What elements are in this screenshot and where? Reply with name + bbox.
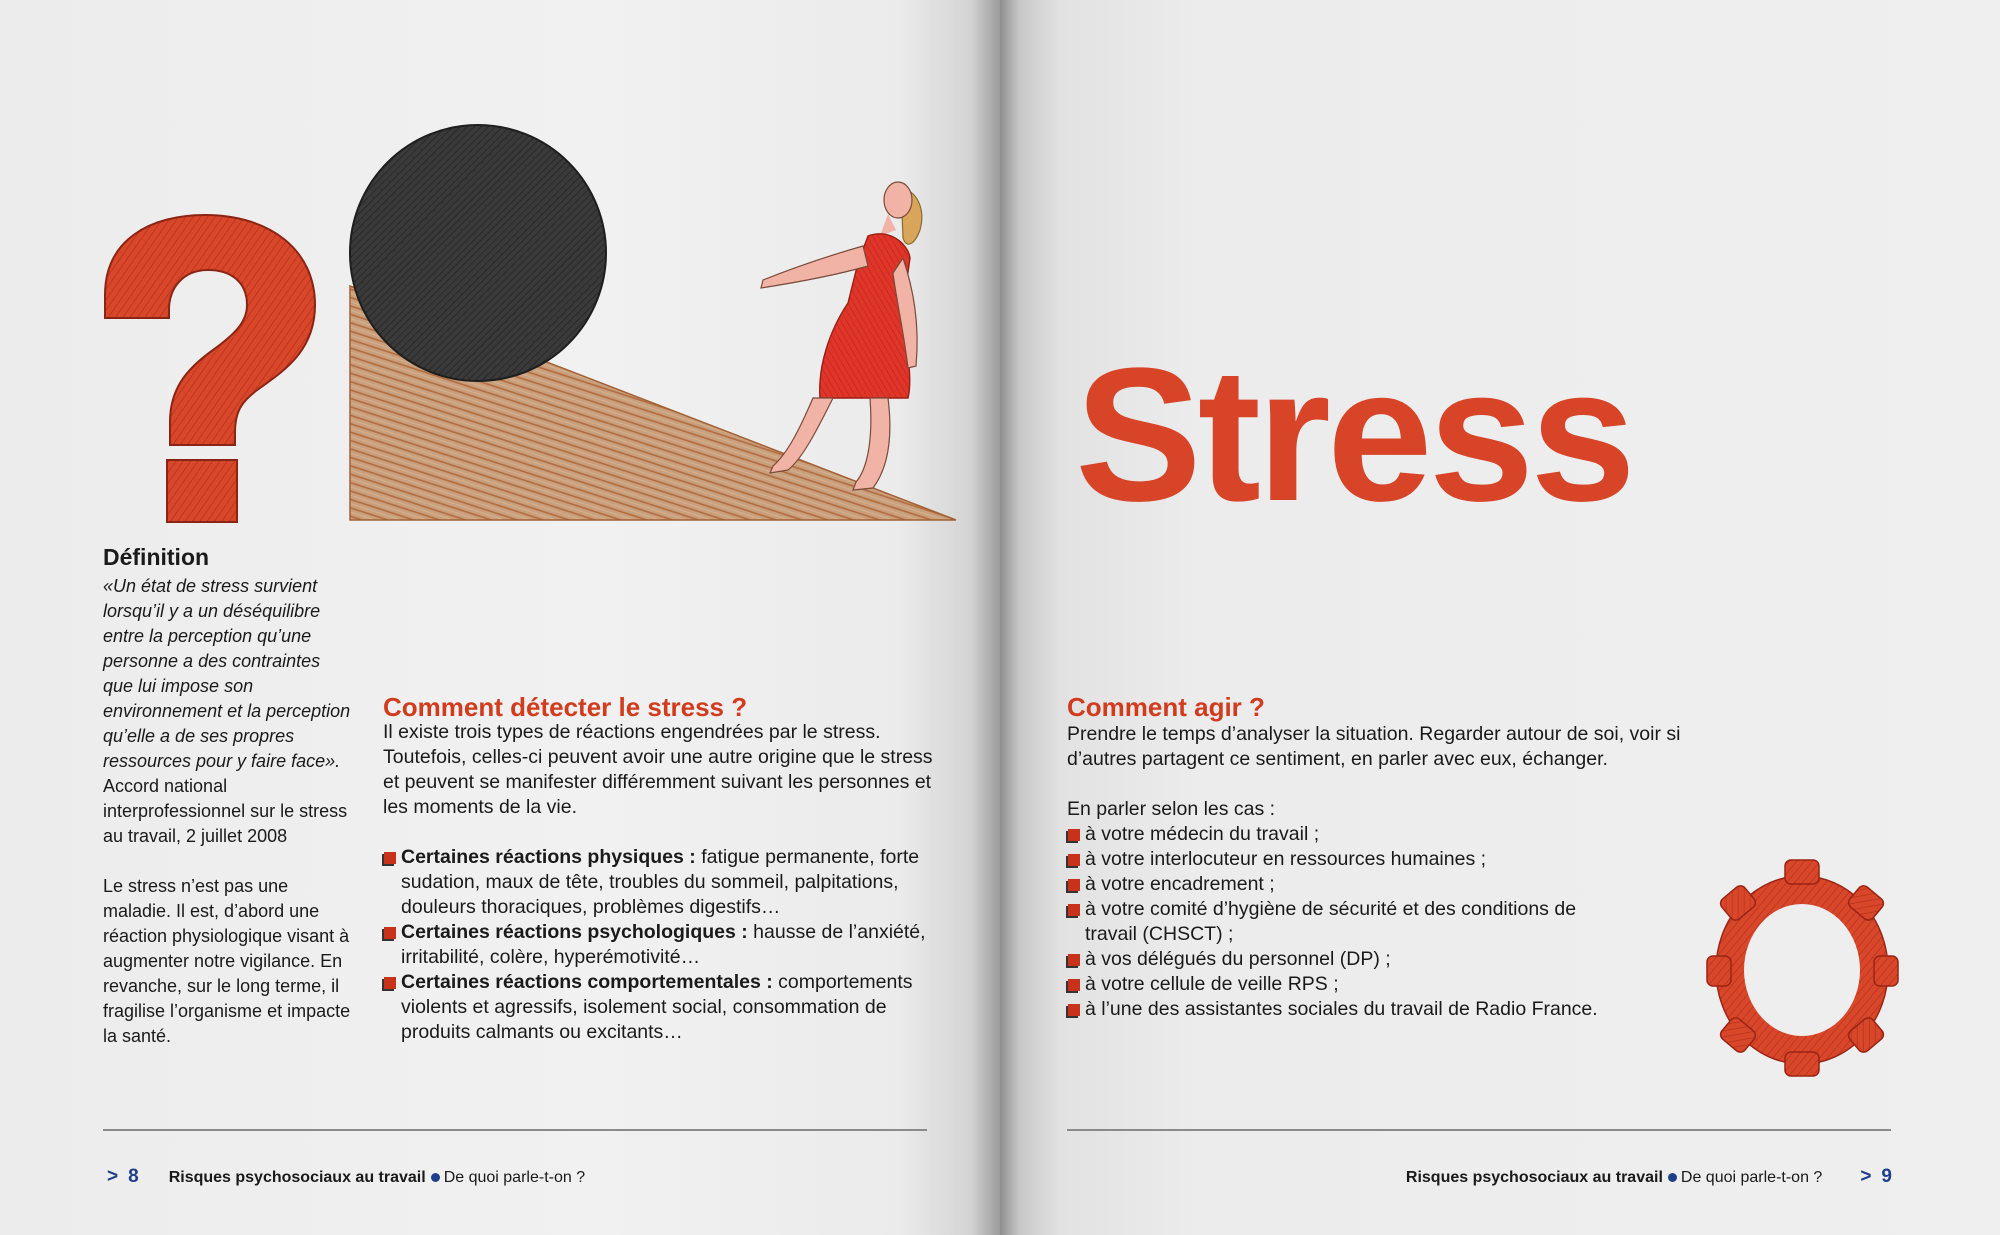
bullet-square-icon [1068,904,1080,916]
list-item-text: hausse de l’anxiété, irritabilité, colère, hyperémotivité… [401,921,926,968]
list-item [1067,972,1727,997]
page-number: 8 [128,1166,139,1187]
list-item-text: à votre encadrement ; [1085,873,1275,895]
headline-stress: Stress [1075,329,1632,541]
definition-quote-paragraph [103,574,353,849]
bullet-square-icon [1068,1004,1080,1016]
footer-divider [1067,1129,1891,1131]
page-arrow-icon: > [107,1166,119,1187]
list-item [1067,897,1587,947]
question-mark-icon [95,210,325,525]
list-item-text: à votre interlocuteur en ressources humaines ; [1085,848,1487,870]
definition-title: Définition [103,544,210,570]
detect-section [383,692,943,1045]
list-item [1067,997,1727,1022]
list-item [1067,872,1727,897]
definition-source: Accord national interprofessionnel sur le stress au travail, 2 juillet 2008 [103,776,348,846]
bullet-square-icon [1068,854,1080,866]
definition-paragraph: Le stress n’est pas une maladie. Il est, d’abord une réaction physiologique visant à augmenter notre vigilance. En revanche, sur le long terme, il fragilise l’organisme et impacte la santé. [103,876,351,1046]
agir-list [1067,822,1727,1022]
footer-title: Risques psychosociaux au travail [168,1169,426,1186]
detect-intro: Il existe trois types de réactions engendrées par le stress. Toutefois, celles-ci peuvent avoir une autre origine que le stress et peuvent se manifester différemment suivant les personnes et les moments de la vie. [383,721,933,818]
bullet-square-icon [384,977,396,989]
bullet-square-icon [1068,879,1080,891]
footer-left [107,1166,585,1188]
agir-intro: Prendre le temps d’analyser la situation. Regarder autour de soi, voir si d’autres partagent ce sentiment, en parler avec eux, échanger. [1067,723,1681,770]
bullet-square-icon [1068,954,1080,966]
list-item [1067,947,1727,972]
list-item-text: à votre cellule de veille RPS ; [1085,973,1339,995]
definition-block [103,574,353,1049]
bullet-square-icon [384,852,396,864]
list-item-text: comportements violents et agressifs, isolement social, consommation de produits calmants ou excitants… [401,971,913,1043]
list-item [383,920,943,970]
footer-subtitle: De quoi parle-t-on ? [443,1169,586,1186]
list-item [1067,822,1727,847]
detect-title: Comment détecter le stress ? [383,692,748,722]
agir-title: Comment agir ? [1067,692,1265,722]
footer-subtitle: De quoi parle-t-on ? [1680,1169,1823,1186]
list-item-text: à vos délégués du personnel (DP) ; [1085,948,1391,970]
agir-section [1067,692,1727,1022]
dot-separator-icon [1668,1173,1677,1182]
list-item-label: Certaines réactions physiques : [401,846,696,868]
list-item-text: à votre comité d’hygiène de sécurité et des conditions de travail (CHSCT) ; [1085,898,1577,945]
footer-title: Risques psychosociaux au travail [1405,1169,1663,1186]
footer-right [1406,1166,1892,1188]
list-item [1067,847,1727,872]
list-item-label: Certaines réactions comportementales : [401,971,773,993]
gear-icon [1705,858,1900,1078]
list-item-text: fatigue permanente, forte sudation, maux de tête, troubles du sommeil, palpitations, douleurs thoraciques, problèmes digestifs… [401,846,920,918]
boulder-slope-illustration [348,118,958,528]
agir-cases-label: En parler selon les cas : [1067,798,1276,820]
list-item-label: Certaines réactions psychologiques : [401,921,748,943]
page-number: 9 [1881,1166,1892,1187]
detect-list [383,845,943,1045]
list-item [383,970,943,1045]
definition-quote: «Un état de stress survient lorsqu’il y a un déséquilibre entre la perception qu’une personne a des contraintes que lui impose son environnement et la perception qu’elle a de ses propres ressources pour y faire face». [103,576,351,771]
list-item-text: à l’une des assistantes sociales du travail de Radio France. [1085,998,1598,1020]
dot-separator-icon [431,1173,440,1182]
footer-divider [103,1129,927,1131]
list-item-text: à votre médecin du travail ; [1085,823,1320,845]
list-item [383,845,943,920]
bullet-square-icon [1068,829,1080,841]
bullet-square-icon [384,927,396,939]
bullet-square-icon [1068,979,1080,991]
page-arrow-icon: > [1860,1166,1872,1187]
